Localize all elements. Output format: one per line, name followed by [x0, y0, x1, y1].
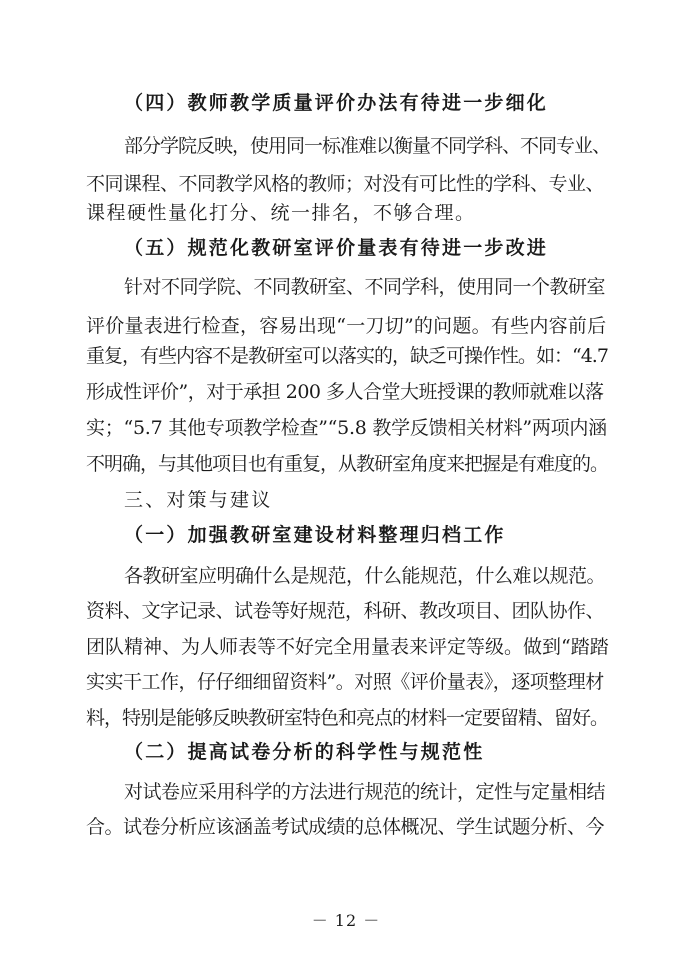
- paragraph-line: 实实干工作，仔仔细细留资料”。对照《评价量表》，逐项整理材: [86, 671, 604, 693]
- part-heading-3: 三、对策与建议: [124, 489, 273, 511]
- paragraph-line: 实；“5.7 其他专项教学检查”“5.8 教学反馈相关材料”两项内涵: [86, 417, 607, 439]
- section-heading-5: （五）规范化教研室评价量表有待进一步改进: [124, 237, 549, 259]
- paragraph-line: 料，特别是能够反映教研室特色和亮点的材料一定要留精、留好。: [86, 707, 609, 729]
- page-number: － 12 －: [311, 911, 381, 930]
- section-heading-4: （四）教师教学质量评价办法有待进一步细化: [124, 92, 549, 114]
- paragraph-line: 形成性评价”，对于承担 200 多人合堂大班授课的教师就难以落: [86, 381, 604, 403]
- paragraph-line: 不同课程、不同教学风格的教师；对没有可比性的学科、专业、: [86, 173, 605, 195]
- paragraph-line: 针对不同学院、不同教研室、不同学科，使用同一个教研室: [124, 276, 606, 298]
- paragraph-line: 各教研室应明确什么是规范，什么能规范，什么难以规范。: [124, 565, 606, 587]
- paragraph-line: 团队精神、为人师表等不好完全用量表来评定等级。做到“踏踏: [86, 636, 609, 658]
- paragraph-line: 合。试卷分析应该涵盖考试成绩的总体概况、学生试题分析、今: [86, 816, 605, 838]
- paragraph-line: 评价量表进行检查，容易出现“一刀切”的问题。有些内容前后: [86, 315, 607, 337]
- measure-heading-1: （一）加强教研室建设材料整理归档工作: [124, 524, 506, 546]
- paragraph-line: 课程硬性量化打分、统一排名，不够合理。: [86, 202, 476, 224]
- paragraph-line: 重复，有些内容不是教研室可以落实的，缺乏可操作性。如：“4.7: [86, 345, 608, 367]
- paragraph-line: 不明确，与其他项目也有重复，从教研室角度来把握是有难度的。: [86, 453, 609, 475]
- paragraph-line: 对试卷应采用科学的方法进行规范的统计，定性与定量相结: [124, 781, 606, 803]
- paragraph-line: 资料、文字记录、试卷等好规范，科研、教改项目、团队协作、: [86, 600, 605, 622]
- measure-heading-2: （二）提高试卷分析的科学性与规范性: [124, 741, 485, 763]
- paragraph-line: 部分学院反映，使用同一标准难以衡量不同学科、不同专业、: [124, 135, 611, 157]
